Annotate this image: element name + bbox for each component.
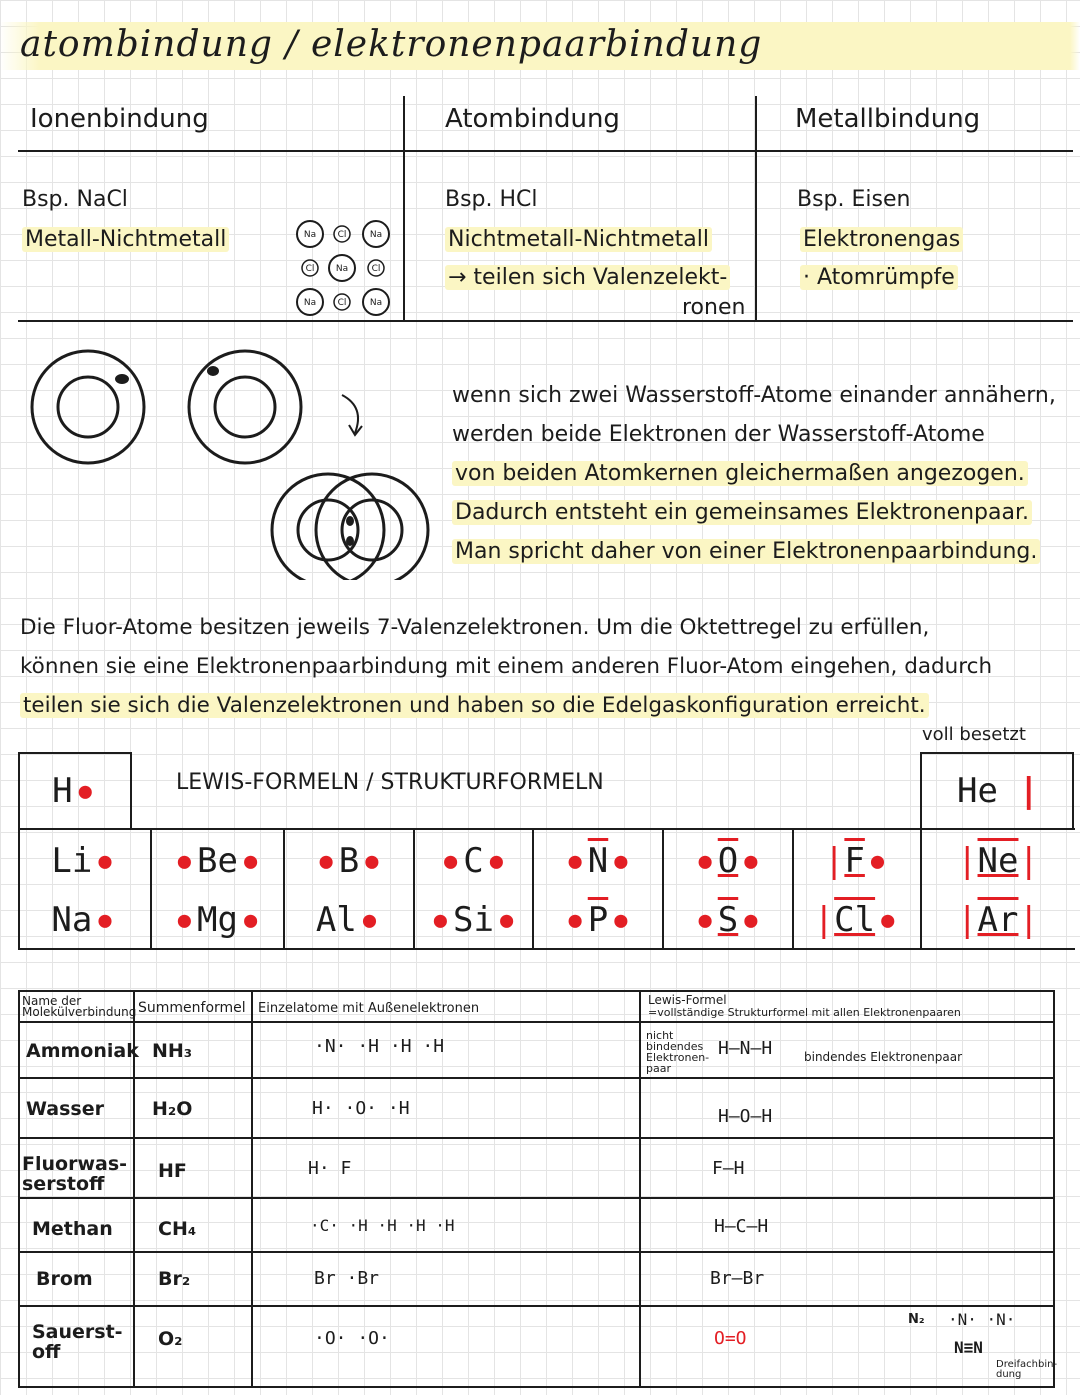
lewis-cl: | Cl ● xyxy=(813,900,895,940)
lewis-n: ● $\overline{N}$ ● xyxy=(568,841,628,881)
nonbonding-annotation: nicht bindendes Elektronen-paar xyxy=(646,1029,710,1075)
divider xyxy=(18,150,1073,152)
ion-na: Na xyxy=(369,298,383,308)
lewis-he: He | xyxy=(957,771,1039,811)
lewis-o: ● O ● xyxy=(698,841,758,881)
bond-heading-ionen: Ionenbindung xyxy=(30,104,209,134)
col-header-formula: Summenformel xyxy=(138,1000,246,1016)
row-struct-h2o: H–O–H xyxy=(718,1106,773,1127)
row-name-fluorwasserstoff: Fluorwas-serstoff xyxy=(22,1153,128,1195)
lewis-b: ● B ● xyxy=(319,841,379,881)
n2-structure: N≡N xyxy=(954,1338,983,1357)
hydrogen-atoms-diagram xyxy=(20,345,440,580)
bond-heading-metall: Metallbindung xyxy=(795,104,981,134)
row-formula-ch4: CH₄ xyxy=(158,1218,197,1240)
lewis-p: ● $\overline{P}$ ● xyxy=(568,900,628,940)
row-atoms-nh3: ·N· ·H ·H ·H xyxy=(314,1036,445,1057)
divider xyxy=(755,96,757,322)
row-struct-ch4: H–C–H xyxy=(714,1216,769,1237)
ion-lattice-diagram xyxy=(290,218,400,318)
example-eisen: Bsp. Eisen xyxy=(797,187,911,212)
lewis-title: LEWIS-FORMELN / STRUKTURFORMELN xyxy=(176,770,604,795)
col-header-name: Name der Molekülverbindung xyxy=(22,994,137,1019)
lewis-c: ● C ● xyxy=(444,841,503,881)
lewis-al: Al ● xyxy=(315,900,377,940)
divider xyxy=(18,320,1073,322)
lewis-ne: | Ne | xyxy=(957,841,1039,881)
h-paragraph-line: von beiden Atomkernen gleichermaßen angezogen. xyxy=(452,461,1028,486)
row-name-brom: Brom xyxy=(36,1268,93,1290)
row-formula-h2o: H₂O xyxy=(152,1098,193,1120)
lewis-table xyxy=(18,752,1075,952)
row-formula-br2: Br₂ xyxy=(158,1268,191,1290)
ionen-desc: Metall-Nichtmetall xyxy=(22,227,229,252)
fluor-paragraph-line: Die Fluor-Atome besitzen jeweils 7-Valenzelektronen. Um die Oktettregel zu erfüllen, xyxy=(20,615,930,640)
row-name-wasser: Wasser xyxy=(26,1098,104,1120)
row-formula-nh3: NH₃ xyxy=(152,1040,193,1062)
h-paragraph-line: wenn sich zwei Wasserstoff-Atome einander annähern, xyxy=(452,383,1056,408)
lewis-f: | F ● xyxy=(823,841,885,881)
ion-cl: Cl xyxy=(337,230,347,240)
example-hcl: Bsp. HCl xyxy=(445,187,538,212)
atom-desc-3: ronen xyxy=(682,295,746,320)
ion-cl: Cl xyxy=(337,298,347,308)
row-name-ammoniak: Ammoniak xyxy=(26,1040,139,1062)
ion-na: Na xyxy=(303,298,317,308)
voll-besetzt-label: voll besetzt xyxy=(922,724,1026,745)
ion-na: Na xyxy=(303,230,317,240)
row-formula-o2: O₂ xyxy=(158,1328,183,1350)
atom-desc: Nichtmetall-Nichtmetall xyxy=(445,227,712,252)
lewis-h: H ● xyxy=(52,771,92,811)
row-atoms-ch4: ·C· ·H ·H ·H ·H xyxy=(310,1216,455,1235)
n2-label: N₂ xyxy=(908,1312,925,1327)
n2-atoms: ·N· ·N· xyxy=(948,1310,1016,1329)
metall-desc-2: · Atomrümpfe xyxy=(800,265,958,290)
lewis-mg: ● Mg ● xyxy=(177,900,258,940)
col-header-atoms: Einzelatome mit Außenelektronen xyxy=(258,1001,480,1016)
lewis-s: ● S ● xyxy=(698,900,758,940)
triple-bond-annotation: Dreifachbin-dung xyxy=(996,1359,1058,1380)
row-name-sauerstoff: Sauerst-off xyxy=(32,1321,123,1363)
fluor-paragraph-line: teilen sie sich die Valenzelektronen und haben so die Edelgaskonfiguration erreicht. xyxy=(20,693,929,718)
ion-na: Na xyxy=(335,264,349,274)
lewis-li: Li ● xyxy=(51,841,112,881)
row-struct-nh3: H–N–H xyxy=(718,1038,773,1059)
lewis-na: Na ● xyxy=(51,900,112,940)
h-paragraph-line: Man spricht daher von einer Elektronenpaarbindung. xyxy=(452,539,1040,564)
molecule-table xyxy=(18,990,1058,1390)
lewis-si: ● Si ● xyxy=(433,900,514,940)
row-name-methan: Methan xyxy=(32,1218,113,1240)
row-formula-hf: HF xyxy=(158,1160,187,1182)
example-nacl: Bsp. NaCl xyxy=(22,187,128,212)
ion-na: Na xyxy=(369,230,383,240)
ion-cl: Cl xyxy=(371,264,381,274)
h-paragraph-line: Dadurch entsteht ein gemeinsames Elektronenpaar. xyxy=(452,500,1032,525)
row-atoms-o2: ·O· ·O· xyxy=(314,1328,390,1349)
lewis-be: ● Be ● xyxy=(177,841,258,881)
row-atoms-br2: Br ·Br xyxy=(314,1268,380,1289)
row-struct-br2: Br–Br xyxy=(710,1268,765,1289)
col-header-lewis: Lewis-Formel xyxy=(648,993,727,1007)
row-struct-hf: F–H xyxy=(712,1158,745,1179)
fluor-paragraph-line: können sie eine Elektronenpaarbindung mit einem anderen Fluor-Atom eingehen, dadurch xyxy=(20,654,993,679)
bond-heading-atom: Atombindung xyxy=(445,104,620,134)
row-atoms-hf: H· F xyxy=(308,1158,352,1179)
bonding-annotation: bindendes Elektronenpaar xyxy=(804,1050,963,1064)
col-header-lewis-sub: =vollständige Strukturformel mit allen Elektronenpaaren xyxy=(648,1006,961,1019)
atom-desc-2: → teilen sich Valenzelekt- xyxy=(445,265,730,290)
page-title: atombindung / elektronenpaarbindung xyxy=(0,22,1080,70)
lewis-ar: | Ar | xyxy=(957,900,1039,940)
divider xyxy=(403,96,405,322)
ion-cl: Cl xyxy=(305,264,315,274)
h-paragraph-line: werden beide Elektronen der Wasserstoff-Atome xyxy=(452,422,985,447)
row-atoms-h2o: H· ·O· ·H xyxy=(312,1098,410,1119)
row-struct-o2: O=O xyxy=(714,1328,747,1349)
metall-desc: Elektronengas xyxy=(800,227,963,252)
